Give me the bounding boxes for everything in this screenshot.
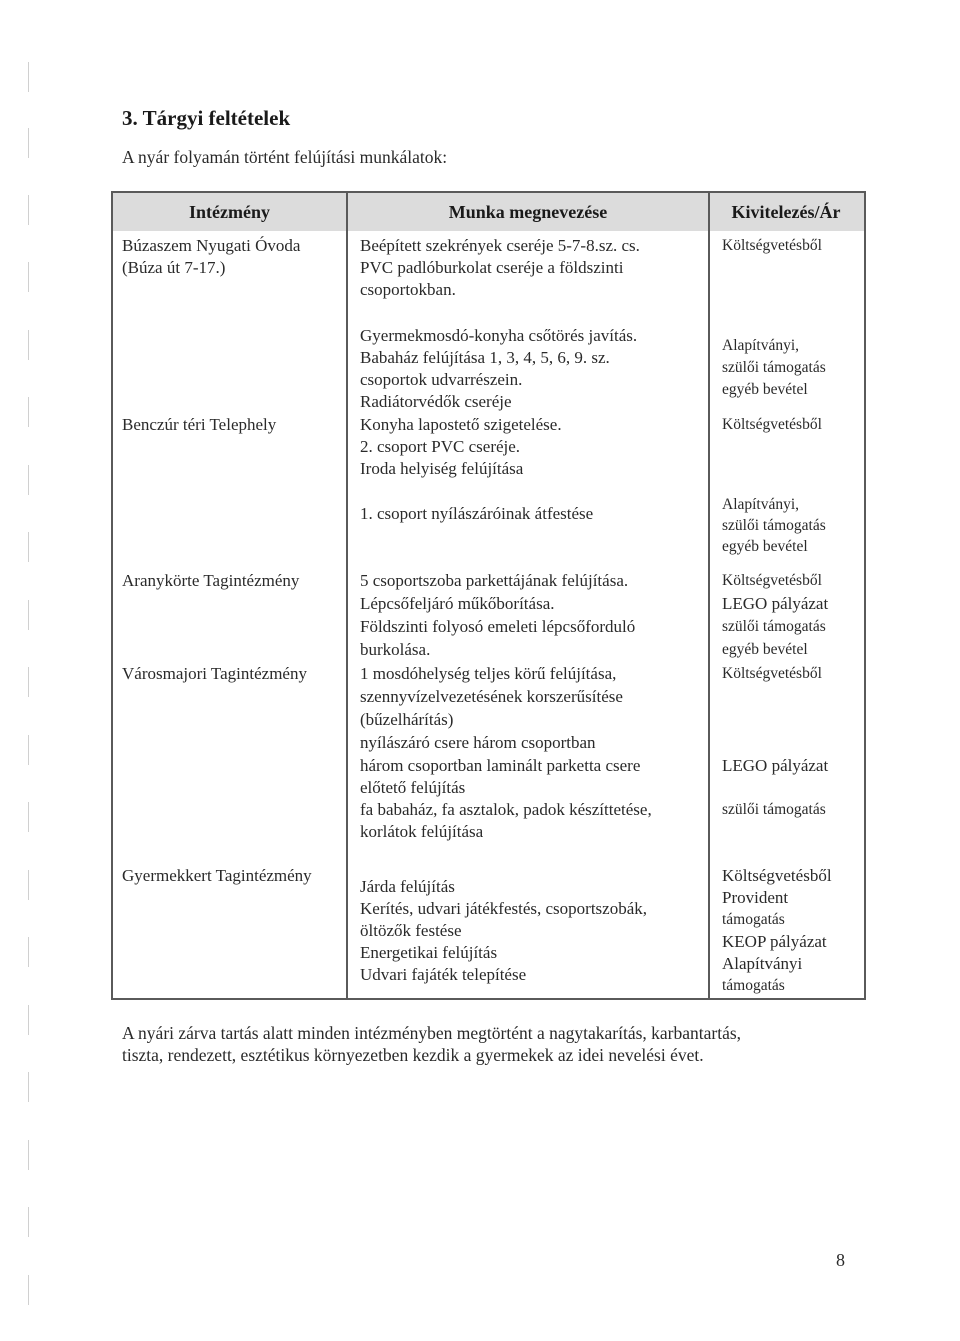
work-cell: 1 mosdóhelység teljes körű felújítása, [360,664,617,683]
funding-cell: Alapítványi, [722,337,800,354]
header-work: Munka megnevezése [448,202,608,222]
scan-margin-mark [28,1140,29,1170]
work-cell: korlátok felújítása [360,822,484,841]
funding-cell: egyéb bevétel [722,381,808,398]
institution-cell: Aranykörte Tagintézmény [122,571,300,590]
work-cell: Gyermekmosdó-konyha csőtörés javítás. [360,326,638,345]
institution-cell: Gyermekkert Tagintézmény [122,866,312,885]
work-cell: Konyha lapostető szigetelése. [360,415,562,434]
column-divider [346,191,348,998]
work-cell: 1. csoport nyílászáróinak átfestése [360,504,594,523]
intro-text: A nyár folyamán történt felújítási munkálatok: [122,147,448,167]
scan-margin-mark [28,870,29,900]
header-institution: Intézmény [189,202,270,222]
work-cell: előtető felújítás [360,778,466,797]
scan-margin-mark [28,667,29,697]
institution-cell: Benczúr téri Telephely [122,415,277,434]
funding-cell: Költségvetésből [722,237,822,254]
work-cell: nyílászáró csere három csoportban [360,733,596,752]
work-cell: csoportok udvarrészein. [360,370,523,389]
closing-paragraph-line: tiszta, rendezett, esztétikus környezetben kezdik a gyermekek az idei nevelési évet. [122,1045,704,1065]
scan-margin-mark [28,262,29,292]
work-cell: Beépített szekrények cseréje 5-7-8.sz. cs. [360,236,640,255]
page-number: 8 [836,1250,845,1270]
scan-margin-mark [28,195,29,225]
scan-margin-mark [28,735,29,765]
work-cell: szennyvízelvezetésének korszerűsítése [360,687,623,706]
closing-paragraph-line: A nyári zárva tartás alatt minden intézményben megtörtént a nagytakarítás, karbantartás, [122,1023,742,1043]
work-cell: Iroda helyiség felújítása [360,459,524,478]
funding-cell: Költségvetésből [722,572,822,589]
header-funding: Kivitelezés/Ár [731,202,841,222]
work-cell: három csoportban laminált parketta csere [360,756,641,775]
work-cell: 5 csoportszoba parkettájának felújítása. [360,571,629,590]
scan-margin-mark [28,62,29,92]
scan-margin-mark [28,465,29,495]
funding-cell: szülői támogatás [722,517,826,534]
scan-margin-mark [28,600,29,630]
funding-cell: szülői támogatás [722,618,826,635]
funding-cell: szülői támogatás [722,359,826,376]
work-cell: Lépcsőfeljáró műkőborítása. [360,594,555,613]
funding-cell: egyéb bevétel [722,538,808,555]
scan-margin-mark [28,128,29,158]
funding-cell: Költségvetésből [722,866,832,885]
scan-margin-mark [28,1005,29,1035]
scan-margin-mark [28,532,29,562]
work-cell: Kerítés, udvari játékfestés, csoportszobák, [360,899,648,918]
work-cell: burkolása. [360,640,431,659]
institution-cell: Városmajori Tagintézmény [122,664,307,683]
column-divider [708,191,710,998]
work-cell: csoportokban. [360,280,456,299]
work-cell: Földszinti folyosó emeleti lépcsőforduló [360,617,636,636]
funding-cell: Provident [722,888,789,907]
funding-cell: LEGO pályázat [722,594,829,613]
funding-cell: szülői támogatás [722,801,826,818]
funding-cell: KEOP pályázat [722,932,827,951]
scan-margin-mark [28,802,29,832]
funding-cell: LEGO pályázat [722,756,829,775]
work-cell: fa babaház, fa asztalok, padok készíttetése, [360,800,652,819]
funding-cell: Alapítványi, [722,496,800,513]
work-cell: Radiátorvédők cseréje [360,392,512,411]
funding-cell: támogatás [722,911,785,928]
funding-cell: Alapítványi [722,954,803,973]
scan-margin-mark [28,330,29,360]
institution-cell: (Búza út 7-17.) [122,258,226,277]
work-cell: Babaház felújítása 1, 3, 4, 5, 6, 9. sz. [360,348,610,367]
funding-cell: Költségvetésből [722,665,822,682]
work-cell: 2. csoport PVC cseréje. [360,437,521,456]
section-title: 3. Tárgyi feltételek [122,106,291,130]
scan-margin-mark [28,1207,29,1237]
work-cell: Energetikai felújítás [360,943,498,962]
scan-margin-mark [28,937,29,967]
scan-margin-mark [28,397,29,427]
funding-cell: egyéb bevétel [722,641,808,658]
work-cell: Járda felújítás [360,877,455,896]
work-cell: öltözők festése [360,921,462,940]
institution-cell: Búzaszem Nyugati Óvoda [122,236,301,255]
funding-cell: Költségvetésből [722,416,822,433]
scan-margin-mark [28,1072,29,1102]
work-cell: Udvari fajáték telepítése [360,965,527,984]
work-cell: (bűzelhárítás) [360,710,454,729]
funding-cell: támogatás [722,977,785,994]
scan-margin-mark [28,1275,29,1305]
work-cell: PVC padlóburkolat cseréje a földszinti [360,258,624,277]
